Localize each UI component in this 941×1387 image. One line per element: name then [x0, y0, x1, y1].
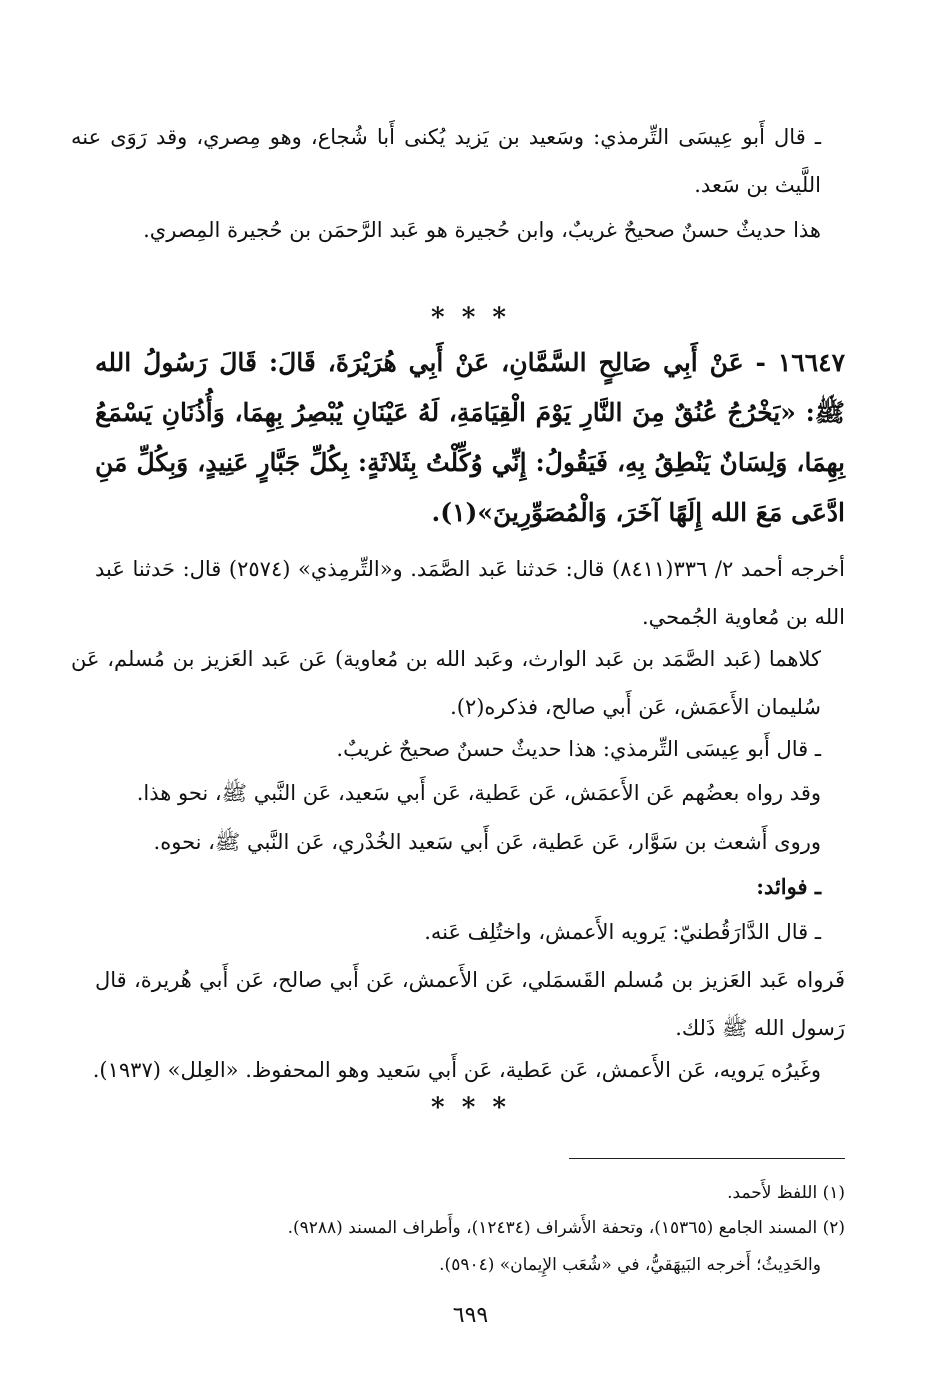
section-separator-bottom: * * * [431, 1093, 510, 1123]
footnote-2-continuation: والحَدِيثُ؛ أَخرجه البَيهَقيُّ، في «شُعَب الإِيمان» (٥٩٠٤). [439, 1255, 821, 1275]
page-number: ٦٩٩ [452, 1303, 489, 1328]
hadith-text: ١٦٦٤٧ - عَنْ أَبِي صَالِحٍ السَّمَّانِ، عَنْ أَبِي هُرَيْرَةَ، قَالَ: قَالَ رَسُولُ الله ﷺ: «يَخْرُجُ عُنُقٌ مِنَ النَّارِ يَوْمَ الْقِيَامَةِ، لَهُ عَيْنَانِ يُبْصِرُ بِهِمَا، وَأُذُنَانِ يَسْمَعُ بِهِمَا، وَلِسَانٌ يَنْطِقُ بِهِ، فَيَقُولُ: إِنِّي وُكِّلْتُ بِثَلاثَةٍ: بِكُلِّ جَبَّارٍ عَنِيدٍ، وَبِكُلِّ مَنِ ادَّعَى مَعَ الله إِلَهًا آخَرَ، وَالْمُصَوِّرِينَ»(١). [95, 348, 845, 527]
alternate-narration-paragraph: فَرواه عَبد العَزيز بن مُسلم القَسمَلي، عَن الأَعمش، عَن أَبي صالح، عَن أَبي هُريرة، قال رَسول الله ﷺ ذَلك. [95, 968, 845, 1040]
paragraph-hadith-grade: هذا حديثٌ حسنٌ صحيحٌ غريبٌ، وابن حُجيرة هو عَبد الرَّحمَن بن حُجيرة المِصري. [143, 218, 821, 242]
ashath-narration-line: وروى أَشعث بن سَوَّار، عَن عَطية، عَن أَبي سَعيد الخُدْري، عَن النَّبي ﷺ، نحوه. [153, 830, 821, 854]
paragraph-tirmidhi-note: ـ قال أَبو عِيسَى التِّرمذي: وسَعيد بن يَزيد يُكنى أَبا شُجاع، وهو مِصري، وقد رَوَى عنه اللَّيث بن سَعد. [71, 125, 821, 197]
footnote-1: (١) اللفظ لأَحمد. [727, 1183, 845, 1203]
daraqutni-line: ـ قال الدَّارَقُطنيّ: يَرويه الأَعمش، واختُلِف عَنه. [424, 920, 821, 944]
section-separator-top: * * * [431, 303, 510, 333]
takhrij-paragraph: أخرجه أحمد ٢/ ٣٣٦(٨٤١١) قال: حَدثنا عَبد الصَّمَد. و«التِّرمِذي» (٢٥٧٤) قال: حَدثنا عَبد الله بن مُعاوية الجُمحي. [95, 557, 845, 629]
benefits-heading: ـ فوائد: [756, 874, 821, 899]
tirmidhi-grade-line: ـ قال أَبو عِيسَى التِّرمذي: هذا حديثٌ حسنٌ صحيحٌ غريبٌ. [336, 737, 821, 761]
preserved-narration-line: وغَيرُه يَرويه، عَن الأَعمش، عَن عَطية، عَن أَبي سَعيد وهو المحفوظ. «العِلل» (١٩٣٧). [92, 1058, 821, 1082]
narration-variant-line: وقد رواه بعضُهم عَن الأَعمَش، عَن عَطية، عَن أَبي سَعيد، عَن النَّبي ﷺ، نحو هذا. [136, 781, 821, 805]
footnote-2: (٢) المسند الجامع (١٥٣٦٥)، وتحفة الأَشراف (١٢٤٣٤)، وأَطراف المسند (٩٢٨٨). [287, 1218, 845, 1238]
narrators-paragraph: كلاهما (عَبد الصَّمَد بن عَبد الوارث، وعَبد الله بن مُعاوية) عَن عَبد العَزيز بن مُسلم، عَن سُليمان الأَعمَش، عَن أَبي صالح، فذكره(٢). [71, 647, 821, 719]
footnote-divider [569, 1158, 845, 1159]
